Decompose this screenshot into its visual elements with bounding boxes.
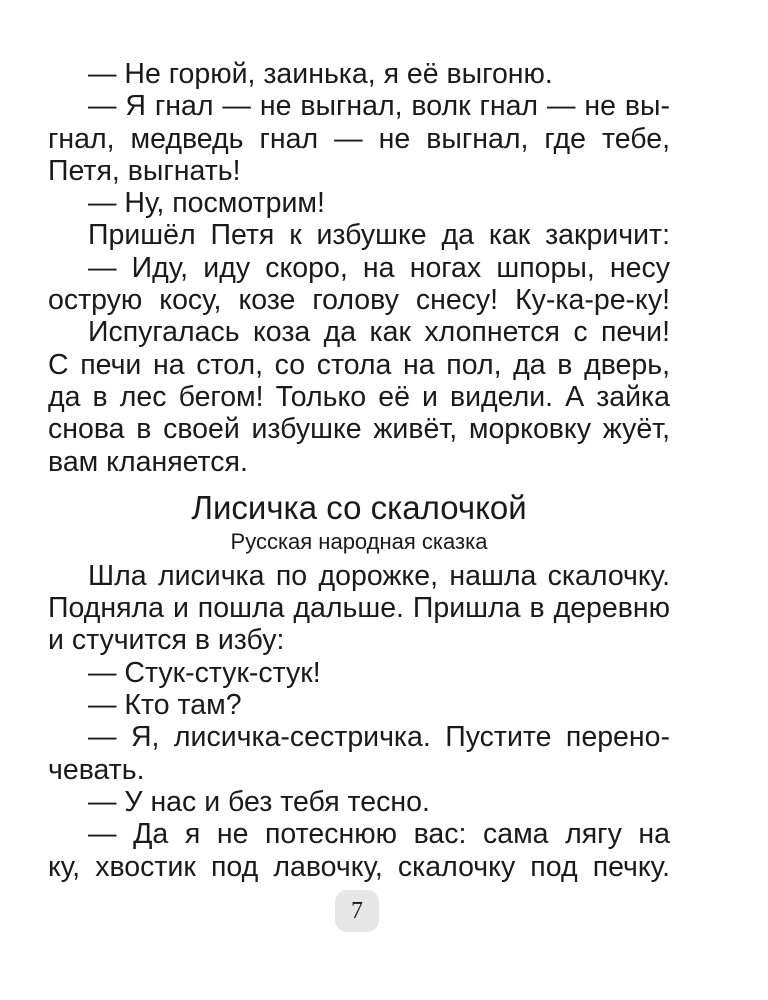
page-number: 7	[351, 897, 363, 924]
text-line: Подняла и пошла дальше. Пришла в деревню	[48, 592, 670, 625]
text-line: чевать.	[48, 753, 145, 786]
text-line: да в лес бегом! Только её и видели. А зайка	[48, 380, 670, 413]
text-line: — Стук-стук-стук!	[88, 656, 321, 689]
story-text	[48, 560, 670, 883]
text-line: гнал, медведь гнал — не выгнал, где тебе,	[48, 122, 670, 155]
text-line: — Да я не потеснюю вас: сама лягу на	[88, 818, 670, 851]
text-line: Пришёл Петя к избушке да как закричит:	[88, 219, 670, 252]
story-title: Лисичка со скалочкой	[191, 488, 527, 526]
story-ending-text	[48, 58, 670, 478]
text-line: — Ну, посмотрим!	[88, 187, 325, 220]
text-line: Петя, выгнать!	[48, 154, 241, 187]
book-page	[48, 58, 670, 883]
text-line: — Кто там?	[88, 689, 242, 722]
text-line: вам кланяется.	[48, 445, 248, 478]
text-line: Шла лисичка по дорожке, нашла скалочку.	[88, 559, 670, 592]
text-line: снова в своей избушке живёт, морковку жуёт,	[48, 413, 670, 446]
text-line: — Я гнал — не выгнал, волк гнал — не вы-	[88, 90, 670, 123]
story-subtitle: Русская народная сказка	[230, 528, 488, 554]
text-line: ку, хвостик под лавочку, скалочку под печку.	[48, 850, 670, 883]
text-line: и стучится в избу:	[48, 624, 285, 657]
text-line: Испугалась коза да как хлопнется с печи!	[88, 316, 670, 349]
text-line: — У нас и без тебя тесно.	[88, 785, 430, 818]
text-line: С печи на стол, со стола на пол, да в дверь,	[48, 348, 670, 381]
text-line: — Иду, иду скоро, на ногах шпоры, несу	[88, 251, 670, 284]
page-number-badge	[335, 890, 379, 932]
text-line: — Я, лисичка-сестричка. Пустите перено-	[88, 721, 670, 754]
text-line: острую косу, козе голову снесу! Ку-ка-ре-ку!	[48, 284, 670, 317]
text-line: — Не горюй, заинька, я её выгоню.	[88, 58, 553, 90]
